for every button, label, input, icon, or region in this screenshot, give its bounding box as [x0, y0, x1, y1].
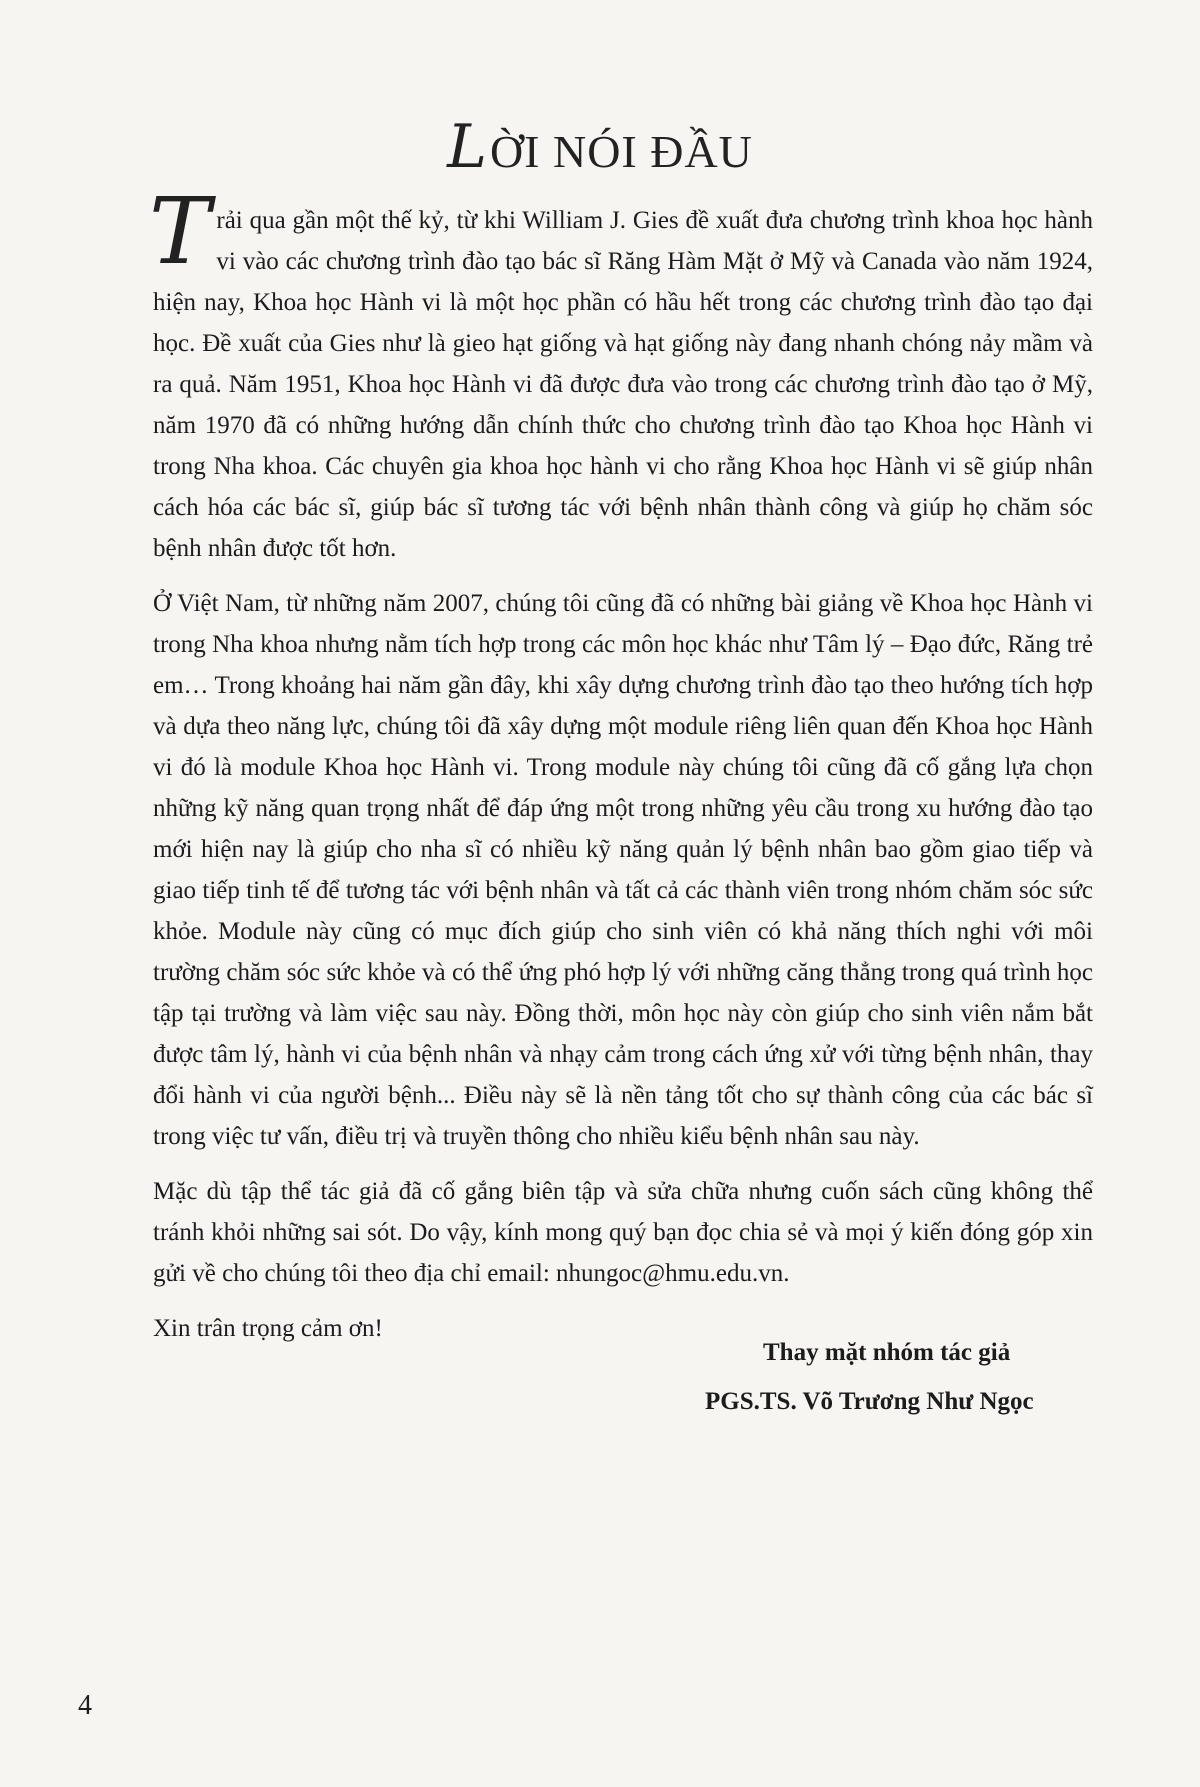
paragraph-3: Mặc dù tập thể tác giả đã cố gắng biên tập và sửa chữa nhưng cuốn sách cũng không thể tránh khỏi những sai sót. Do vậy, kính mong quý bạn đọc chia sẻ và mọi ý kiến đóng góp xin gửi về cho chúng tôi theo địa chỉ email: nhungoc@hmu.edu.vn.: [153, 1178, 1093, 1287]
paragraph-1-text: rải qua gần một thế kỷ, từ khi William J. Gies đề xuất đưa chương trình khoa học hành vi vào các chương trình đào tạo bác sĩ Răng Hàm Mặt ở Mỹ và Canada vào năm 1924, hiện nay, Khoa học Hành vi là một học phần có hầu hết trong các chương trình đào tạo đại học. Đề xuất của Gies như là gieo hạt giống và hạt giống này đang nhanh chóng nảy mầm và ra quả. Năm 1951, Khoa học Hành vi đã được đưa vào trong các chương trình đào tạo ở Mỹ, năm 1970 đã có những hướng dẫn chính thức cho chương trình đào tạo Khoa học Hành vi trong Nha khoa. Các chuyên gia khoa học hành vi cho rằng Khoa học Hành vi sẽ giúp nhân cách hóa các bác sĩ, giúp bác sĩ tương tác với bệnh nhân thành công và giúp họ chăm sóc bệnh nhân được tốt hơn.: [153, 207, 1093, 562]
title-initial: L: [447, 112, 488, 182]
page-title: [0, 112, 1200, 182]
page-number: 4: [78, 1690, 92, 1721]
preface-body: [149, 178, 1093, 1363]
signature-block: [705, 1328, 1034, 1426]
paragraph-1: [149, 178, 1093, 569]
drop-cap: T: [149, 178, 211, 285]
title-rest: ỜI NÓI ĐẦU: [489, 126, 753, 177]
paragraph-2: Ở Việt Nam, từ những năm 2007, chúng tôi cũng đã có những bài giảng về Khoa học Hành vi trong Nha khoa nhưng nằm tích hợp trong các môn học khác như Tâm lý – Đạo đức, Răng trẻ em… Trong khoảng hai năm gần đây, khi xây dựng chương trình đào tạo theo hướng tích hợp và dựa theo năng lực, chúng tôi đã xây dựng một module riêng liên quan đến Khoa học Hành vi đó là module Khoa học Hành vi. Trong module này chúng tôi cũng đã cố gắng lựa chọn những kỹ năng quan trọng nhất để đáp ứng một trong những yêu cầu trong xu hướng đào tạo mới hiện nay là giúp cho nha sĩ có nhiều kỹ năng quản lý bệnh nhân bao gồm giao tiếp và giao tiếp tinh tế để tương tác với bệnh nhân và tất cả các thành viên trong nhóm chăm sóc sức khỏe. Module này cũng có mục đích giúp cho sinh viên có khả năng thích nghi với môi trường chăm sóc sức khỏe và có thể ứng phó hợp lý với những căng thẳng trong quá trình học tập tại trường và làm việc sau này. Đồng thời, môn học này còn giúp cho sinh viên nắm bắt được tâm lý, hành vi của bệnh nhân và nhạy cảm trong cách ứng xử với từng bệnh nhân, thay đổi hành vi của người bệnh... Điều này sẽ là nền tảng tốt cho sự thành công của các bác sĩ trong việc tư vấn, điều trị và truyền thông cho nhiều kiểu bệnh nhân sau này.: [153, 590, 1093, 1150]
paragraph-4: Xin trân trọng cảm ơn!: [153, 1315, 383, 1342]
signature-line-2: PGS.TS. Võ Trương Như Ngọc: [705, 1388, 1034, 1415]
signature-line-1: Thay mặt nhóm tác giả: [763, 1339, 1011, 1366]
